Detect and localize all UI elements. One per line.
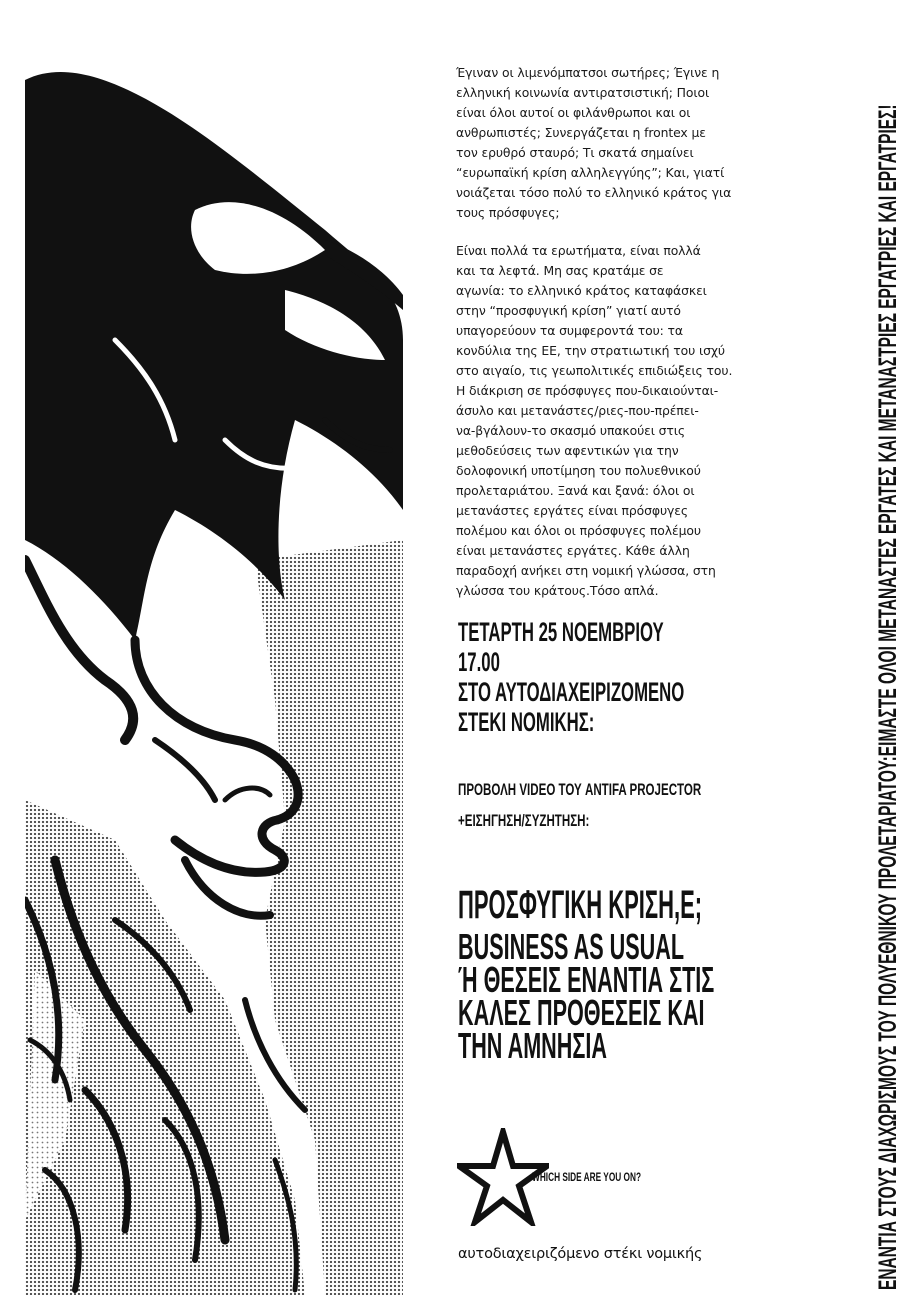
- event-info: [458, 617, 823, 737]
- intro-paragraph-1: Έγιναν οι λιμενόμπατσοι σωτήρες; Έγινε η ελληνική κοινωνία αντιρατσιστική; Ποιοι είναι όλοι αυτοί οι φιλάνθρωποι και οι ανθρωπιστές; Συνεργάζεται η frontex με τον ερυθρό σταυρό; Τι σκατά σημαίνει “ευρωπαϊκή κρίση αλληλεγγύης”; Και, γιατί νοιάζεται τόσο πολύ το ελληνικό κράτος για τους πρόσφυγες;: [456, 65, 732, 220]
- program-line-2: +ΕΙΣΗΓΗΣΗ/ΣΥΖΗΤΗΣΗ:: [458, 811, 590, 830]
- portrait-illustration: [25, 40, 403, 1295]
- headline-title: ΠΡΟΣΦΥΓΙΚΗ ΚΡΙΣΗ,Ε;: [458, 883, 703, 927]
- organizer-name: αυτοδιαχειριζόμενο στέκι νομικής: [458, 1246, 703, 1262]
- program-line-1: ΠΡΟΒΟΛΗ VIDEO ΤΟΥ ANTIFA PROJECTOR: [458, 780, 702, 799]
- headline-line: ΤΗΝ ΑΜΝΗΣΙΑ: [458, 1025, 607, 1066]
- headline-line: BUSINESS AS USUAL: [458, 926, 685, 967]
- side-banner: ΕΝΑΝΤΙΑ ΣΤΟΥΣ ΔΙΑΧΩΡΙΣΜΟΥΣ ΤΟΥ ΠΟΛΥΕΘΝΙΚΟΥ ΠΡΟΛΕΤΑΡΙΑΤΟΥ:ΕΙΜΑΣΤΕ ΟΛΟΙ ΜΕΤΑΝΑΣΤΕΣ ΕΡΓΑΤΕΣ ΚΑΙ ΜΕΤΑΝΑΣΤΡΙΕΣ ΕΡΓΑΤΡΙΕΣ ΚΑΙ ΕΡΓΑΤΡΙΕΣ!: [874, 104, 902, 1290]
- headline-line: Ή ΘΕΣΕΙΣ ΕΝΑΝΤΙΑ ΣΤΙΣ: [458, 959, 715, 1000]
- event-date: ΤΕΤΑΡΤΗ 25 ΝΟΕΜΒΡΙΟΥ: [458, 617, 664, 647]
- headline: [458, 880, 902, 1066]
- portrait-artwork: [25, 40, 403, 1295]
- logo-tagline: WHICH SIDE ARE YOU ON?: [532, 1172, 642, 1184]
- event-time: 17.00: [458, 647, 500, 677]
- event-venue-line-2: ΣΤΕΚΙ ΝΟΜΙΚΗΣ:: [458, 707, 595, 737]
- headline-line: ΚΑΛΕΣ ΠΡΟΘΕΣΕΙΣ ΚΑΙ: [458, 992, 705, 1033]
- program-info: [458, 774, 816, 836]
- event-venue-line-1: ΣΤΟ ΑΥΤΟΔΙΑΧΕΙΡΙΖΟΜΕΝΟ: [458, 677, 685, 707]
- intro-paragraph-2: Είναι πολλά τα ερωτήματα, είναι πολλά και τα λεφτά. Μη σας κρατάμε σε αγωνία: το ελληνικό κράτος καταφάσκει στην “προσφυγική κρίση” γιατί αυτό υπαγορεύουν τα συμφεροντά του: τα κονδύλια της ΕΕ, την στρατιωτική του ισχύ στο αιγαίο, τις γεωπολιτικές επιδιώξεις του. Η διάκριση σε πρόσφυγες που-δικαιούνται- άσυλο και μετανάστες/ριες-που-πρέπει- να-βγάλουν-το σκασμό υπακούει στις μεθοδεύσεις των αφεντικών για την δολοφονική υποτίμηση του πολυεθνικού προλεταριάτου. Ξανά και ξανά: όλοι οι μετανάστες εργάτες είναι πρόσφυγες πολέμου και όλοι οι πρόσφυγες πολέμου είναι μετανάστες εργάτες. Κάθε άλλη παραδοχή ανήκει στη νομική γλώσσα, στη γλώσσα του κράτους.Τόσο απλά.: [456, 243, 733, 598]
- intro-text: [456, 63, 733, 619]
